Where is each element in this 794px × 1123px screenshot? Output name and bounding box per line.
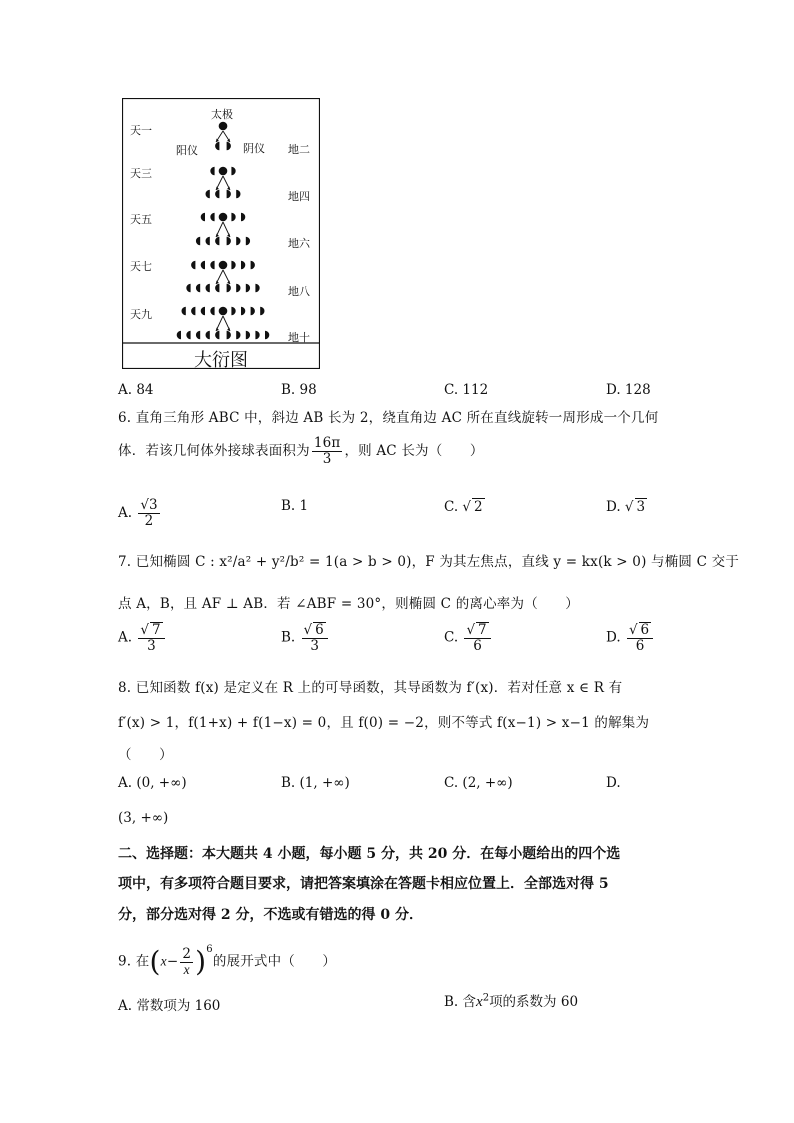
q7-option-d[interactable] (606, 622, 655, 654)
q6-option-a-num: √3 (140, 497, 158, 513)
dot-mark (227, 284, 231, 293)
q7-option-a-radicand: 7 (151, 622, 161, 638)
q7-option-d-radicand: 6 (640, 622, 650, 638)
right-label-4: 地四 (288, 190, 310, 203)
dot-mark (231, 261, 235, 270)
dot-mark (219, 122, 228, 131)
dot-mark (215, 237, 219, 246)
q8-line1: 8. 已知函数 f(x) 是定义在 R 上的可导函数，其导函数为 f′(x)．若对任意 x ∈ R 有 (118, 680, 623, 696)
left-label-3: 天三 (130, 167, 152, 180)
q9-option-b-var: x (476, 994, 483, 1010)
right-label-10: 地十 (288, 331, 310, 344)
q6-option-c-radicand: 2 (474, 499, 483, 515)
q7-option-a-prefix: A. (118, 629, 133, 646)
q7-option-d-den: 6 (635, 637, 645, 654)
dot-mark (255, 331, 259, 340)
q8-options (118, 775, 678, 793)
dot-mark (206, 190, 210, 199)
q6-option-d-radicand: 3 (636, 499, 646, 515)
q7-option-b[interactable] (281, 622, 330, 654)
dot-mark (210, 167, 214, 176)
dot-mark (219, 167, 228, 176)
q9-left-paren: ( (149, 945, 161, 978)
q9-right-paren: ) (195, 945, 207, 978)
dot-mark (201, 213, 205, 222)
q5-option-a[interactable]: A. 84 (118, 382, 154, 398)
q9-prefix: 9. 在 (118, 953, 150, 970)
dot-mark (186, 284, 190, 293)
left-label-7: 天七 (130, 260, 152, 273)
dot-mark (255, 284, 259, 293)
q5-option-d[interactable]: D. 128 (606, 382, 651, 398)
q7-option-b-radicand: 6 (315, 622, 324, 638)
q6-frac-den: 3 (322, 450, 332, 467)
q7-option-c[interactable] (444, 622, 493, 654)
right-label-6: 地六 (288, 237, 310, 250)
dot-mark (196, 284, 200, 293)
dot-mark (246, 331, 250, 340)
dot-mark (241, 261, 245, 270)
dot-mark (206, 331, 210, 340)
q7-option-c-den: 6 (473, 637, 482, 654)
dot-mark (177, 331, 181, 340)
q6-line2 (118, 436, 484, 467)
left-label-5: 天五 (130, 213, 152, 226)
q9-option-b-post: 项的系数为 60 (489, 994, 579, 1010)
q9-frac-den: x (183, 961, 190, 977)
dot-mark (236, 190, 240, 199)
q7-line2: 点 A，B，且 AF ⊥ AB．若 ∠ABF = 30°，则椭圆 C 的离心率为（ ） (118, 596, 579, 612)
dot-mark (206, 284, 210, 293)
dot-mark (227, 237, 231, 246)
dot-mark (236, 237, 240, 246)
q7-line1: 7. 已知椭圆 C : x²/a² + y²/b² = 1(a > b > 0)，F 为其左焦点，直线 y = kx(k > 0) 与椭圆 C 交于 (118, 554, 740, 570)
dot-mark (206, 237, 210, 246)
q6-option-d[interactable]: D. √ 3 (606, 499, 646, 515)
q5-option-c[interactable]: C. 112 (444, 382, 489, 398)
q7-option-a-den: 3 (147, 637, 156, 654)
q8-line2: f′(x) > 1，f(1+x) + f(1−x) = 0，且 f(0) = −2，则不等式 f(x−1) > x−1 的解集为 (118, 715, 650, 731)
q7-option-c-prefix: C. (444, 629, 459, 646)
arrow-marks (216, 131, 230, 331)
dot-mark (210, 261, 214, 270)
right-label-8: 地八 (288, 285, 310, 298)
dot-mark (191, 261, 195, 270)
dot-mark (191, 307, 195, 316)
q8-option-d-value[interactable]: (3, +∞) (118, 810, 169, 826)
q7-option-b-den: 3 (310, 637, 319, 654)
q7-option-a-num: √ 7 (138, 622, 164, 639)
q6-line1: 6. 直角三角形 ABC 中，斜边 AB 长为 2，绕直角边 AC 所在直线旋转一周形成一个几何 (118, 410, 659, 426)
dot-mark (227, 142, 231, 151)
q7-options (118, 620, 678, 666)
dayan-diagram (122, 98, 320, 369)
dot-mark (186, 331, 190, 340)
q9-line: 9. 在(x− $\frac{2}{x}$ )$^6$的展开式中（ ） (118, 944, 337, 978)
q8-option-c[interactable]: C. (2, +∞) (444, 775, 513, 791)
dot-mark (236, 331, 240, 340)
q7-option-d-frac (627, 622, 653, 654)
q9-frac (180, 947, 193, 978)
dot-mark (260, 307, 264, 316)
dot-mark (246, 237, 250, 246)
q6-option-b[interactable]: B. 1 (281, 498, 309, 514)
dot-mark (227, 190, 231, 199)
dot-mark (231, 167, 235, 176)
dot-mark (215, 331, 219, 340)
q6-line2-post: ，则 AC 长为（ ） (344, 442, 484, 459)
q6-option-c[interactable]: C. √ 2 (444, 499, 483, 515)
q9-suffix: 的展开式中（ ） (212, 953, 337, 970)
section2-line2: 项中，有多项符合题目要求，请把答案填涂在答题卡相应位置上．全部选对得 5 (118, 876, 609, 892)
taiji-label: 太极 (211, 108, 233, 121)
dot-mark (227, 331, 231, 340)
q7-option-b-num: √ 6 (302, 622, 328, 639)
dot-mark (215, 142, 219, 151)
dot-mark (215, 284, 219, 293)
yin-label: 阴仪 (243, 142, 265, 155)
q8-line3: （ ） (118, 747, 173, 763)
q6-option-d-prefix: D. (606, 499, 621, 515)
q6-option-c-prefix: C. (444, 499, 459, 515)
q7-option-d-prefix: D. (606, 629, 621, 646)
dot-mark (236, 284, 240, 293)
dot-mark (246, 284, 250, 293)
q6-option-a-den: 2 (144, 512, 154, 529)
diagram-title: 大衍图 (194, 350, 248, 371)
q9-expr-x: x (160, 953, 167, 969)
q7-option-b-prefix: B. (281, 629, 296, 646)
dot-mark (215, 190, 219, 199)
dot-mark (196, 237, 200, 246)
q6-frac-num: 16π (313, 435, 341, 451)
yang-label: 阳仪 (176, 144, 198, 157)
q5-option-b[interactable]: B. 98 (281, 382, 317, 398)
q5-options (118, 382, 678, 400)
dot-mark (196, 331, 200, 340)
dot-mark (210, 213, 214, 222)
q9-option-a[interactable]: A. 常数项为 160 (118, 998, 221, 1014)
q8-option-a[interactable]: A. (0, +∞) (118, 775, 187, 791)
q7-option-d-num: √ 6 (627, 622, 653, 639)
q7-option-a-frac (138, 622, 164, 654)
q7-option-a[interactable] (118, 622, 167, 654)
dot-mark (219, 307, 228, 316)
q7-option-b-frac (302, 622, 328, 654)
diagram-frame (123, 99, 320, 369)
q9-frac-num: 2 (182, 945, 192, 962)
q6-line2-pre: 体．若该几何体外接球表面积为 (118, 442, 310, 459)
dot-mark (241, 307, 245, 316)
q9-exponent: 6 (206, 944, 213, 955)
q8-option-b[interactable]: B. (1, +∞) (281, 775, 350, 791)
right-label-2: 地二 (288, 143, 310, 156)
dot-mark (182, 307, 186, 316)
dot-mark (251, 307, 255, 316)
q6-fraction (312, 436, 343, 467)
dot-mark (219, 213, 228, 222)
q8-option-d[interactable]: D. (606, 775, 621, 791)
q6-option-a[interactable] (118, 498, 162, 529)
q9-option-b[interactable] (444, 990, 578, 1011)
dot-mark (219, 261, 228, 270)
dot-mark (251, 261, 255, 270)
q7-option-c-radicand: 7 (478, 622, 487, 638)
left-label-9: 天九 (130, 308, 152, 321)
q9-option-b-exp: 2 (482, 992, 490, 1004)
dot-mark (201, 261, 205, 270)
q7-option-c-frac (464, 622, 490, 654)
q9-option-b-pre: B. 含 (444, 994, 477, 1010)
dot-mark (201, 307, 205, 316)
dot-mark (265, 331, 269, 340)
q6-option-a-frac (138, 498, 159, 529)
q7-option-c-num: √ 7 (464, 622, 490, 639)
dot-mark (241, 213, 245, 222)
dot-mark (210, 307, 214, 316)
section2-line1: 二、选择题：本大题共 4 小题，每小题 5 分，共 20 分．在每小题给出的四个选 (118, 846, 621, 862)
dot-mark (231, 307, 235, 316)
q6-option-a-prefix: A. (118, 504, 133, 521)
q6-options (118, 486, 678, 530)
section2-line3: 分，部分选对得 2 分，不选或有错选的得 0 分． (118, 907, 423, 923)
dot-mark (231, 213, 235, 222)
left-label-1: 天一 (130, 124, 152, 137)
